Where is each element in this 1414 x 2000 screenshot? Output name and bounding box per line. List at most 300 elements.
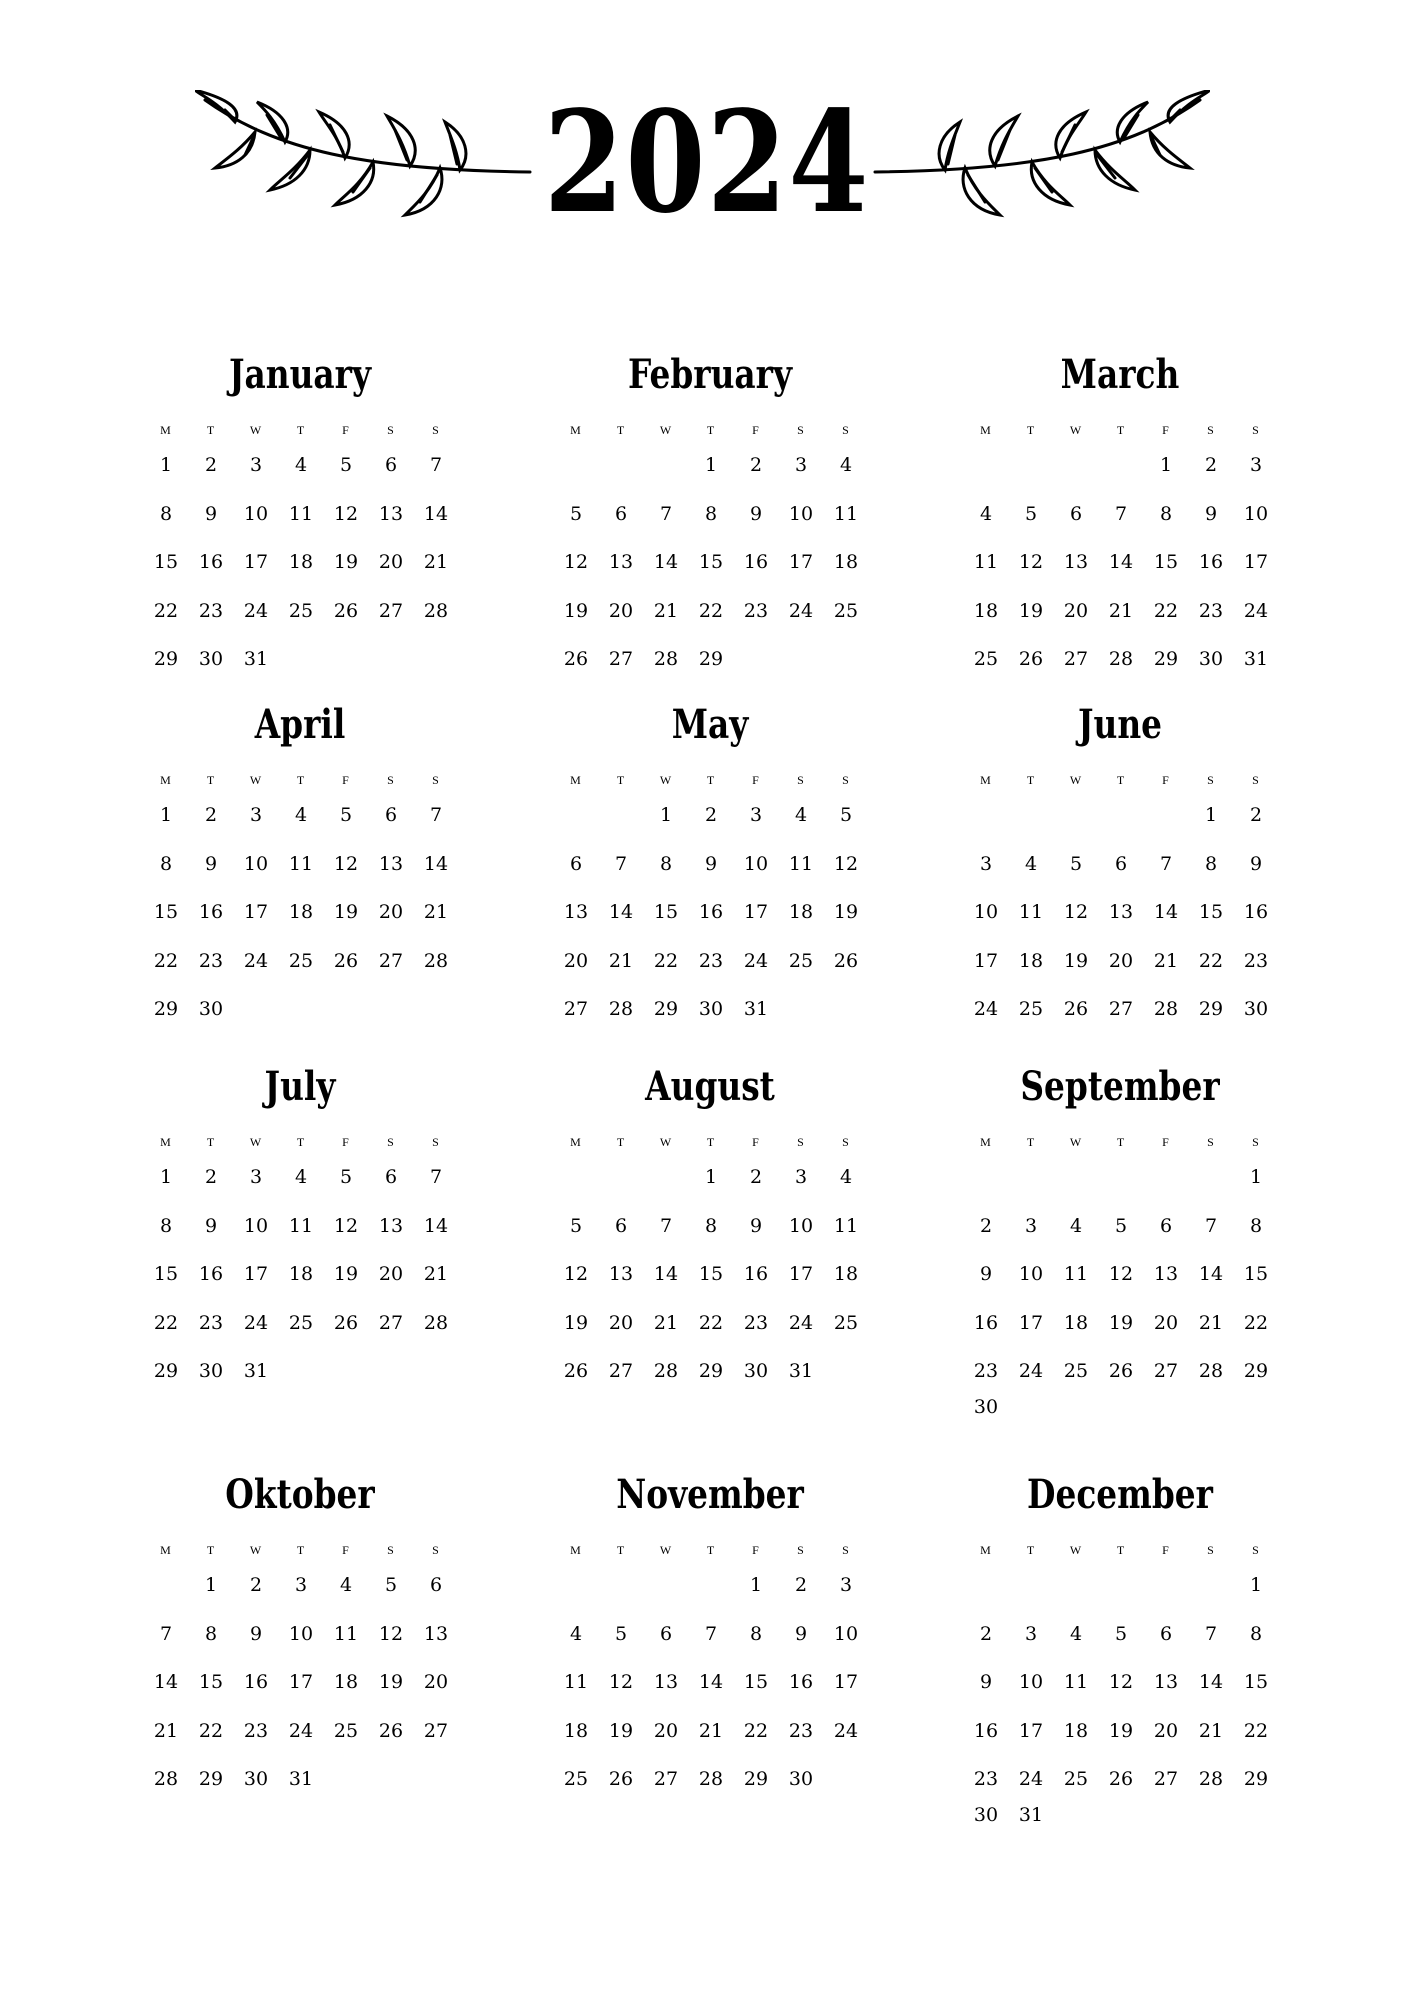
day-cell: 7 [1204,1214,1218,1237]
day-cell: 25 [1018,998,1044,1020]
day-cell: 23 [198,1311,224,1334]
weekday-label: W [659,773,673,787]
day-cell: 25 [788,949,814,972]
day-cell: 29 [698,1360,724,1382]
day-cell: 25 [833,599,859,622]
day-cell: 13 [608,551,634,573]
day-cell: 15 [653,901,679,923]
day-cell: 8 [1159,502,1173,525]
day-cell: 27 [653,1768,679,1790]
day-cell: 12 [378,1622,404,1645]
day-cell: 27 [1108,998,1134,1020]
day-cell: 16 [743,1263,769,1285]
day-cell: 6 [384,804,398,826]
day-cell: 13 [1108,901,1134,923]
day-cell: 15 [153,551,179,573]
weekday-label: F [342,773,350,787]
weekday-label: S [842,1543,850,1557]
day-cell: 28 [653,1360,679,1382]
day-cell: 12 [833,852,859,875]
day-cell: 24 [788,599,814,622]
day-cell: 25 [288,599,314,622]
day-cell: 15 [698,1263,724,1285]
day-cell: 6 [429,1574,443,1596]
weekday-label: W [659,1135,673,1149]
day-cell: 18 [563,1719,589,1742]
day-cell: 5 [384,1574,398,1596]
weekday-label: M [160,1135,172,1149]
day-cell: 2 [204,454,218,476]
day-cell: 8 [159,852,173,875]
month-name: May [671,701,749,748]
day-cell: 29 [1243,1768,1269,1790]
day-cell: 16 [788,1671,814,1693]
day-cell: 21 [1108,599,1134,622]
day-cell: 7 [1159,852,1173,875]
day-cell: 17 [1243,551,1269,573]
day-cell: 3 [294,1574,308,1596]
day-cell: 6 [659,1622,673,1645]
day-cell: 16 [973,1311,999,1334]
day-cell: 1 [1159,454,1173,476]
day-cell: 29 [653,998,679,1020]
day-cell: 3 [749,804,763,826]
day-cell: 29 [153,1360,179,1382]
day-cell: 23 [198,599,224,622]
day-cell: 12 [333,502,359,525]
weekday-label: S [387,1543,395,1557]
day-cell: 24 [288,1719,314,1742]
day-cell: 22 [1243,1311,1269,1334]
laurel-branch-right-icon [870,90,1210,230]
day-cell: 19 [333,1263,359,1285]
weekday-label: T [616,1543,626,1557]
day-cell: 28 [698,1768,724,1790]
day-cell: 27 [378,1311,404,1334]
weekday-label: T [706,1135,716,1149]
day-cell: 22 [1153,599,1179,622]
weekday-label: T [1116,423,1126,437]
day-cell: 18 [333,1671,359,1693]
month-name: June [1077,701,1163,748]
day-cell: 7 [1204,1622,1218,1645]
day-cell: 2 [749,1166,763,1188]
day-cell: 7 [704,1622,718,1645]
day-cell: 26 [333,949,359,972]
day-cell: 18 [833,551,859,573]
day-cell: 16 [698,901,724,923]
day-cell: 3 [794,454,808,476]
day-cell: 22 [153,1311,179,1334]
day-cell: 26 [563,648,589,670]
day-cell: 13 [1153,1263,1179,1285]
day-cell: 27 [608,1360,634,1382]
weekday-label: T [1116,1543,1126,1557]
day-cell: 5 [1024,502,1038,525]
month-may [550,700,870,1040]
day-cell: 12 [1063,901,1089,923]
day-cell: 14 [153,1671,179,1693]
day-cell: 14 [1198,1671,1224,1693]
day-cell: 10 [743,852,769,875]
day-cell: 12 [563,1263,589,1285]
day-cell: 30 [1198,648,1224,670]
weekday-label: W [1069,423,1083,437]
day-cell: 8 [704,502,718,525]
day-cell: 17 [1018,1311,1044,1334]
day-cell: 28 [423,949,449,972]
weekday-label: T [1026,423,1036,437]
day-cell: 28 [1198,1360,1224,1382]
day-cell: 10 [1018,1263,1044,1285]
day-cell: 31 [243,648,269,670]
day-cell: 24 [1018,1768,1044,1790]
day-cell: 27 [608,648,634,670]
month-name: July [264,1063,336,1110]
day-cell: 18 [973,599,999,622]
day-cell: 27 [378,599,404,622]
day-cell: 1 [704,1166,718,1188]
day-cell: 24 [973,998,999,1020]
day-cell: 17 [243,551,269,573]
weekday-label: S [432,1135,440,1149]
weekday-label: T [206,773,216,787]
day-cell: 24 [1018,1360,1044,1382]
day-cell: 2 [204,1166,218,1188]
day-cell: 10 [1018,1671,1044,1693]
weekday-label: S [797,773,805,787]
day-cell: 30 [1243,998,1269,1020]
day-cell: 9 [794,1622,808,1645]
day-cell: 7 [429,1166,443,1188]
day-cell: 16 [743,551,769,573]
weekday-label: T [296,423,306,437]
day-cell: 17 [288,1671,314,1693]
day-cell: 19 [1108,1311,1134,1334]
weekday-label: S [387,773,395,787]
day-cell: 29 [743,1768,769,1790]
day-cell: 20 [653,1719,679,1742]
day-cell: 23 [973,1768,999,1790]
day-cell: 18 [1018,949,1044,972]
day-cell: 25 [288,1311,314,1334]
weekday-label: S [1207,1135,1215,1149]
day-cell: 30 [973,1804,999,1826]
weekday-label: F [752,1543,760,1557]
day-cell: 12 [333,1214,359,1237]
weekday-label: S [432,773,440,787]
day-cell: 6 [384,454,398,476]
weekday-label: F [1162,423,1170,437]
day-cell: 5 [569,502,583,525]
day-cell: 20 [378,901,404,923]
day-cell: 3 [1024,1622,1038,1645]
day-cell: 28 [653,648,679,670]
day-cell: 3 [249,804,263,826]
day-cell: 4 [1024,852,1038,875]
day-cell: 6 [1159,1214,1173,1237]
day-cell: 4 [294,454,308,476]
day-cell: 28 [1198,1768,1224,1790]
day-cell: 3 [1249,454,1263,476]
day-cell: 20 [378,551,404,573]
day-cell: 7 [429,454,443,476]
day-cell: 8 [159,1214,173,1237]
weekday-label: W [249,1543,263,1557]
weekday-label: F [342,1135,350,1149]
day-cell: 26 [1108,1360,1134,1382]
day-cell: 4 [979,502,993,525]
day-cell: 9 [979,1671,993,1693]
month-name: March [1060,351,1180,398]
day-cell: 17 [243,1263,269,1285]
weekday-label: T [706,423,716,437]
day-cell: 26 [333,599,359,622]
day-cell: 19 [333,551,359,573]
day-cell: 23 [788,1719,814,1742]
day-cell: 29 [1198,998,1224,1020]
day-cell: 3 [249,1166,263,1188]
day-cell: 4 [794,804,808,826]
day-cell: 30 [198,1360,224,1382]
day-cell: 19 [563,1311,589,1334]
day-cell: 26 [608,1768,634,1790]
day-cell: 24 [243,949,269,972]
weekday-label: T [616,1135,626,1149]
month-name: August [645,1063,775,1110]
day-cell: 20 [423,1671,449,1693]
day-cell: 23 [973,1360,999,1382]
day-cell: 11 [563,1671,589,1693]
day-cell: 2 [979,1214,993,1237]
day-cell: 13 [378,852,404,875]
day-cell: 2 [1249,804,1263,826]
day-cell: 6 [614,1214,628,1237]
day-cell: 18 [288,551,314,573]
day-cell: 12 [333,852,359,875]
day-cell: 30 [973,1396,999,1418]
day-cell: 23 [743,1311,769,1334]
weekday-label: S [842,1135,850,1149]
day-cell: 27 [378,949,404,972]
day-cell: 12 [1108,1263,1134,1285]
day-cell: 30 [198,998,224,1020]
weekday-label: T [616,423,626,437]
day-cell: 25 [833,1311,859,1334]
day-cell: 14 [423,1214,449,1237]
day-cell: 30 [198,648,224,670]
day-cell: 7 [1114,502,1128,525]
day-cell: 2 [204,804,218,826]
day-cell: 30 [743,1360,769,1382]
day-cell: 7 [659,502,673,525]
day-cell: 5 [1114,1214,1128,1237]
calendar-header [0,0,1414,250]
day-cell: 3 [794,1166,808,1188]
day-cell: 6 [1069,502,1083,525]
day-cell: 10 [288,1622,314,1645]
day-cell: 31 [288,1768,314,1790]
month-february [550,350,870,690]
day-cell: 10 [1243,502,1269,525]
day-cell: 29 [1243,1360,1269,1382]
day-cell: 9 [1249,852,1263,875]
day-cell: 4 [294,804,308,826]
day-cell: 12 [1018,551,1044,573]
day-cell: 2 [794,1574,808,1596]
day-cell: 20 [1153,1719,1179,1742]
day-cell: 8 [749,1622,763,1645]
weekday-label: S [387,423,395,437]
day-cell: 1 [1249,1166,1263,1188]
day-cell: 21 [423,1263,449,1285]
day-cell: 16 [1243,901,1269,923]
day-cell: 19 [833,901,859,923]
day-cell: 11 [1063,1263,1089,1285]
weekday-label: M [570,1135,582,1149]
month-name: December [1027,1471,1213,1518]
day-cell: 18 [833,1263,859,1285]
day-cell: 19 [563,599,589,622]
day-cell: 10 [243,502,269,525]
day-cell: 17 [973,949,999,972]
weekday-label: S [1207,423,1215,437]
weekday-label: W [1069,1543,1083,1557]
day-cell: 24 [788,1311,814,1334]
day-cell: 7 [614,852,628,875]
day-cell: 18 [1063,1719,1089,1742]
day-cell: 19 [608,1719,634,1742]
day-cell: 22 [698,599,724,622]
day-cell: 1 [204,1574,218,1596]
weekday-label: T [296,1543,306,1557]
day-cell: 6 [1114,852,1128,875]
weekday-label: M [570,773,582,787]
day-cell: 1 [1204,804,1218,826]
day-cell: 11 [333,1622,359,1645]
day-cell: 1 [159,454,173,476]
day-cell: 11 [288,852,314,875]
day-cell: 26 [833,949,859,972]
day-cell: 5 [614,1622,628,1645]
day-cell: 16 [198,551,224,573]
day-cell: 11 [288,502,314,525]
weekday-label: S [797,423,805,437]
day-cell: 28 [423,599,449,622]
day-cell: 11 [1018,901,1044,923]
day-cell: 31 [788,1360,814,1382]
day-cell: 26 [563,1360,589,1382]
day-cell: 25 [288,949,314,972]
day-cell: 2 [749,454,763,476]
weekday-label: W [659,1543,673,1557]
day-cell: 31 [1243,648,1269,670]
day-cell: 24 [1243,599,1269,622]
month-name: September [1020,1063,1220,1110]
day-cell: 8 [204,1622,218,1645]
day-cell: 26 [333,1311,359,1334]
day-cell: 3 [1024,1214,1038,1237]
day-cell: 3 [249,454,263,476]
day-cell: 5 [1069,852,1083,875]
day-cell: 13 [608,1263,634,1285]
day-cell: 24 [243,599,269,622]
day-cell: 9 [749,1214,763,1237]
day-cell: 10 [243,1214,269,1237]
day-cell: 8 [704,1214,718,1237]
day-cell: 21 [423,901,449,923]
day-cell: 14 [1153,901,1179,923]
weekday-label: S [797,1135,805,1149]
day-cell: 8 [159,502,173,525]
day-cell: 30 [698,998,724,1020]
weekday-label: F [752,1135,760,1149]
day-cell: 1 [704,454,718,476]
weekday-label: T [296,1135,306,1149]
day-cell: 10 [788,1214,814,1237]
day-cell: 6 [569,852,583,875]
day-cell: 16 [198,901,224,923]
day-cell: 4 [839,1166,853,1188]
weekday-label: T [706,773,716,787]
day-cell: 4 [339,1574,353,1596]
day-cell: 29 [153,648,179,670]
day-cell: 15 [743,1671,769,1693]
day-cell: 23 [243,1719,269,1742]
day-cell: 15 [198,1671,224,1693]
day-cell: 13 [1063,551,1089,573]
day-cell: 23 [1243,949,1269,972]
weekday-label: S [842,423,850,437]
weekday-label: T [1026,1135,1036,1149]
day-cell: 19 [378,1671,404,1693]
weekday-label: M [980,423,992,437]
day-cell: 19 [333,901,359,923]
weekday-label: S [1207,773,1215,787]
day-cell: 9 [204,1214,218,1237]
day-cell: 20 [608,599,634,622]
weekday-label: T [206,1135,216,1149]
day-cell: 8 [1204,852,1218,875]
day-cell: 31 [243,1360,269,1382]
weekday-label: F [1162,1135,1170,1149]
weekday-label: M [160,1543,172,1557]
day-cell: 4 [1069,1214,1083,1237]
day-cell: 22 [1243,1719,1269,1742]
day-cell: 29 [153,998,179,1020]
weekday-label: T [706,1543,716,1557]
day-cell: 14 [653,551,679,573]
weekday-label: T [1026,773,1036,787]
day-cell: 21 [1198,1719,1224,1742]
day-cell: 6 [384,1166,398,1188]
day-cell: 24 [833,1719,859,1742]
day-cell: 25 [1063,1768,1089,1790]
day-cell: 16 [243,1671,269,1693]
month-march [960,350,1280,690]
weekday-label: T [206,423,216,437]
day-cell: 17 [1018,1719,1044,1742]
weekday-label: W [659,423,673,437]
day-cell: 21 [698,1719,724,1742]
day-cell: 26 [1108,1768,1134,1790]
day-cell: 11 [1063,1671,1089,1693]
day-cell: 24 [743,949,769,972]
day-cell: 21 [423,551,449,573]
weekday-label: W [249,773,263,787]
weekday-label: F [342,423,350,437]
day-cell: 14 [698,1671,724,1693]
